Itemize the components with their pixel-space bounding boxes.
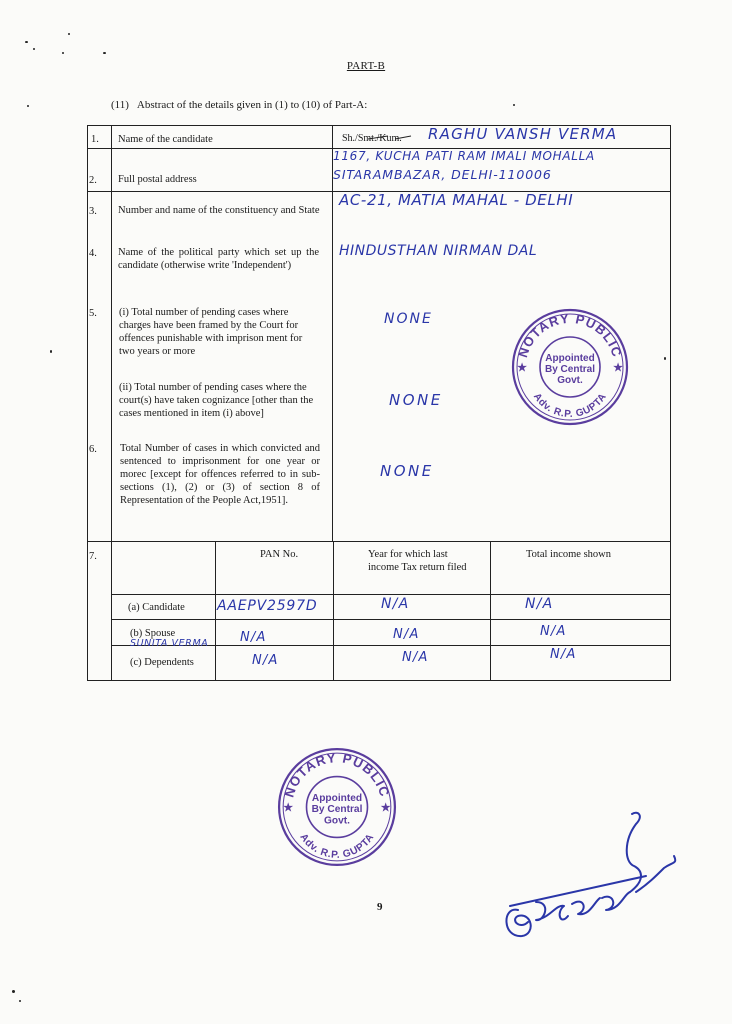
stamp-star-icon: ★: [283, 802, 294, 815]
dependents-row-label: (c) Dependents: [130, 657, 194, 668]
convictions-value: NONE: [380, 462, 434, 480]
candidate-pan-value: AAEPV2597D: [217, 598, 318, 614]
row-label-candidate-name: Name of the candidate: [118, 134, 213, 145]
scan-speck: [27, 105, 29, 107]
part-title: PART-B: [346, 60, 386, 72]
spouse-name-value: SUNITA VERMA: [130, 638, 209, 649]
stamp-center-line2: By Central: [311, 804, 363, 816]
postal-address-line1: 1167, KUCHA PATI RAM IMALI MOHALLA: [333, 149, 595, 163]
column-header-total-income: Total income shown: [526, 549, 611, 560]
row-label-constituency: Number and name of the constituency and State: [118, 205, 320, 216]
salutation: Sh./Smt./Kum.: [342, 133, 402, 144]
scan-speck: [25, 41, 28, 43]
stamp-center-line2: By Central: [544, 364, 596, 375]
row-label-pending-cases-cognizance: (ii) Total number of pending cases where the court(s) have taken cognizance [other than the cases mentioned in item (i) above]: [119, 382, 314, 419]
stamp-top-text: NOTARY PUBLIC: [281, 750, 393, 800]
row-number: 6.: [89, 444, 97, 455]
candidate-row-label: (a) Candidate: [128, 602, 185, 613]
pending-cases-cognizance-value: NONE: [389, 391, 443, 409]
column-header-pan: PAN No.: [260, 549, 299, 560]
candidate-tax-year-value: N/A: [381, 596, 410, 612]
spouse-tax-year-value: N/A: [393, 627, 420, 642]
scan-speck: [68, 33, 70, 35]
scan-speck: [19, 1000, 21, 1002]
stamp-bottom-text: Adv. R.P. GUPTA: [297, 831, 377, 861]
stamp-top-text: NOTARY PUBLIC: [515, 310, 625, 360]
scan-speck: [12, 990, 15, 993]
dependents-income-value: N/A: [550, 647, 577, 662]
row-label-political-party: Name of the political party which set up the candidate (otherwise write 'Independent'): [118, 247, 319, 271]
scan-speck: [62, 52, 64, 54]
column-header-tax-year: Year for which last income Tax return filed: [368, 549, 467, 573]
row-number: 1.: [91, 134, 99, 145]
signature-text: रघुवंश वर्मा: [96, 406, 100, 407]
candidate-name-value: RAGHU VANSH VERMA: [428, 125, 618, 143]
salutation-kum-struck: Kum.: [379, 133, 402, 144]
political-party-value: HINDUSTHAN NIRMAN DAL: [339, 243, 538, 259]
constituency-value: AC-21, MATIA MAHAL - DELHI: [339, 191, 574, 209]
spouse-income-value: N/A: [540, 624, 567, 639]
row-number: 3.: [89, 206, 97, 217]
scan-speck: [513, 104, 515, 106]
scan-speck: [50, 350, 52, 353]
abstract-number: (11): [111, 99, 129, 111]
row-number: 7.: [89, 551, 97, 562]
row-number: 5.: [89, 308, 97, 319]
notary-stamp: [274, 744, 400, 870]
stamp-center-line3: Govt.: [324, 815, 350, 827]
page-number: 9: [377, 901, 383, 913]
svg-text:NOTARY PUBLIC: [281, 750, 392, 799]
row-label-pending-cases-framed: (i) Total number of pending cases where charges have been framed by the Court for offences punishable with imprison ment for two years or more: [119, 307, 303, 357]
pending-cases-framed-value: NONE: [384, 311, 433, 327]
row-label-postal-address: Full postal address: [118, 174, 197, 185]
dependents-tax-year-value: N/A: [402, 650, 429, 665]
row-number: 2.: [89, 175, 97, 186]
spouse-row-label: (b) Spouse: [130, 628, 176, 639]
notary-stamp: [508, 305, 632, 429]
stamp-center-line1: Appointed: [545, 353, 595, 364]
dependents-pan-value: N/A: [252, 653, 279, 668]
candidate-income-value: N/A: [525, 596, 554, 612]
scan-speck: [33, 48, 35, 50]
stamp-center-line3: Govt.: [557, 375, 583, 386]
stamp-star-icon: ★: [613, 362, 623, 374]
stamp-star-icon: ★: [380, 802, 391, 815]
stamp-center-line1: Appointed: [311, 792, 363, 804]
scan-speck: [664, 357, 666, 360]
row-label-convictions: Total Number of cases in which convicted and sentenced to imprisonment for one year or morec [except for offences referred to in sub-sections (1), (2) or (3) of section 8 of Representation of the People Act,1951].: [120, 443, 320, 506]
stamp-star-icon: ★: [517, 362, 527, 374]
salutation-smt-struck: Smt.: [357, 133, 377, 144]
stamp-bottom-text: Adv. R.P. GUPTA: [530, 391, 610, 421]
postal-address-line2: SITARAMBAZAR, DELHI-110006: [333, 167, 552, 182]
scan-speck: [103, 52, 106, 54]
abstract-text: Abstract of the details given in (1) to (10) of Part-A:: [136, 99, 368, 111]
spouse-pan-value: N/A: [240, 630, 267, 645]
row-number: 4.: [89, 248, 97, 259]
